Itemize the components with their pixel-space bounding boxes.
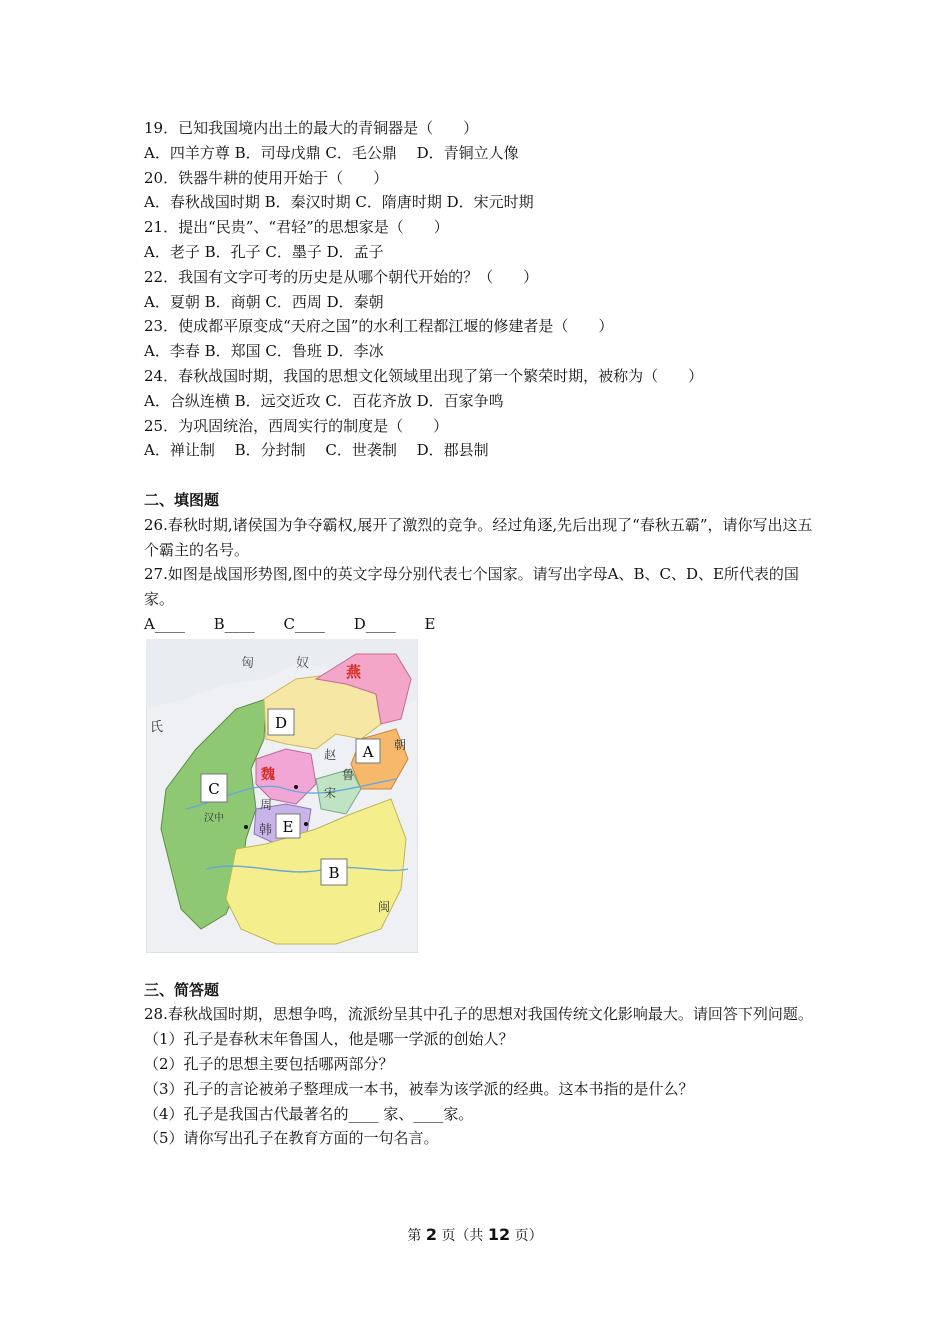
sub-question-2: （2）孔子的思想主要包括哪两部分？	[144, 1054, 394, 1073]
blank-answers	[144, 612, 814, 637]
question-23	[144, 314, 814, 364]
question-stem: 21．提出“民贵”、“君轻”的思想家是（ ）	[144, 218, 449, 237]
place-zhou: 周	[260, 797, 273, 812]
blank-a[interactable]: A____	[144, 614, 185, 633]
question-stem: 22．我国有文字可考的历史是从哪个朝代开始的？（ ）	[144, 267, 539, 286]
sub-question-3: （3）孔子的言论被弟子整理成一本书，被奉为该学派的经典。这本书指的是什么？	[144, 1079, 694, 1098]
place-chao: 朝	[394, 737, 407, 752]
svg-text:C: C	[208, 779, 220, 798]
question-options: A．李春 B．郑国 C．鲁班 D．李冰	[144, 342, 384, 361]
map-label-c	[201, 774, 227, 802]
blank-d[interactable]: D____	[353, 614, 396, 633]
map-svg	[146, 639, 418, 953]
footer-mid: 页（共	[441, 1228, 484, 1244]
question-options: A．春秋战国时期 B．秦汉时期 C．隋唐时期 D．宋元时期	[144, 193, 534, 212]
question-20	[144, 166, 814, 216]
content	[144, 116, 814, 1151]
page-total: 12	[487, 1225, 511, 1244]
question-stem: 25．为巩固统治，西周实行的制度是（ ）	[144, 416, 449, 435]
question-options: A．禅让制 B．分封制 C．世袭制 D．郡县制	[144, 441, 489, 460]
question-27: 27.如图是战国形势图,图中的英文字母分别代表七个国家。请写出字母A、B、C、D、E所代表的国家。	[144, 565, 799, 609]
page-number: 2	[425, 1225, 437, 1244]
blank-c[interactable]: C____	[283, 614, 325, 633]
sub-question-4: （4）孔子是我国古代最著名的____ 家、____家。	[144, 1104, 474, 1123]
blank-e[interactable]: E	[424, 614, 436, 633]
place-xiongnu-2: 奴	[296, 655, 310, 671]
place-zhao: 赵	[324, 747, 337, 762]
question-options: A．老子 B．孔子 C．墨子 D．孟子	[144, 242, 384, 261]
question-22	[144, 265, 814, 315]
question-28: 28.春秋战国时期，思想争鸣，流派纷呈其中孔子的思想对我国传统文化影响最大。请回答下列问题。	[144, 1005, 813, 1024]
section-heading: 二、填图题	[144, 490, 220, 509]
section-heading: 三、简答题	[144, 980, 220, 999]
svg-text:E: E	[282, 817, 294, 836]
question-stem: 23．使成都平原变成“天府之国”的水利工程都江堰的修建者是（ ）	[144, 317, 614, 336]
page-footer	[0, 1225, 950, 1245]
warring-states-map	[146, 639, 418, 953]
svg-text:B: B	[328, 863, 340, 882]
place-lu: 鲁	[342, 767, 355, 782]
question-24	[144, 364, 814, 414]
spacer	[144, 463, 814, 488]
footer-pre: 第	[407, 1228, 422, 1244]
map-label-e	[276, 814, 300, 838]
question-26: 26.春秋时期,诸侯国为争夺霸权,展开了激烈的竞争。经过角逐,先后出现了“春秋五霸”，请你写出这五个霸主的名号。	[144, 515, 813, 559]
place-shi: 氏	[150, 719, 164, 735]
place-xiongnu-1: 匈	[241, 655, 255, 671]
sub-question-5: （5）请你写出孔子在教育方面的一句名言。	[144, 1129, 439, 1148]
question-stem: 24．春秋战国时期，我国的思想文化领域里出现了第一个繁荣时期，被称为（ ）	[144, 366, 704, 385]
place-min: 闽	[378, 899, 391, 914]
question-options: A．合纵连横 B．远交近攻 C．百花齐放 D．百家争鸣	[144, 391, 504, 410]
question-21	[144, 215, 814, 265]
map-label-b	[321, 859, 347, 885]
place-hanzhong: 汉中	[204, 812, 224, 824]
spacer	[144, 953, 814, 978]
question-stem: 19．已知我国境内出土的最大的青铜器是（ ）	[144, 119, 479, 137]
question-options: A．夏朝 B．商朝 C．西周 D．秦朝	[144, 292, 384, 311]
question-stem: 20．铁器牛耕的使用开始于（ ）	[144, 168, 389, 187]
blank-b[interactable]: B____	[213, 614, 255, 633]
footer-post: 页）	[514, 1228, 543, 1244]
svg-text:A: A	[362, 742, 374, 761]
place-yan: 燕	[346, 662, 362, 681]
question-19	[144, 116, 814, 166]
sub-question-1: （1）孔子是春秋末年鲁国人，他是哪一学派的创始人？	[144, 1030, 514, 1049]
place-han: 韩	[259, 822, 273, 838]
map-label-d	[268, 709, 294, 735]
question-options: A．四羊方尊 B．司母戊鼎 C．毛公鼎 D．青铜立人像	[144, 143, 519, 162]
svg-text:D: D	[274, 713, 288, 732]
place-song: 宋	[324, 785, 337, 800]
map-label-a	[356, 739, 380, 763]
question-25	[144, 414, 814, 464]
place-wei: 魏	[261, 766, 275, 783]
